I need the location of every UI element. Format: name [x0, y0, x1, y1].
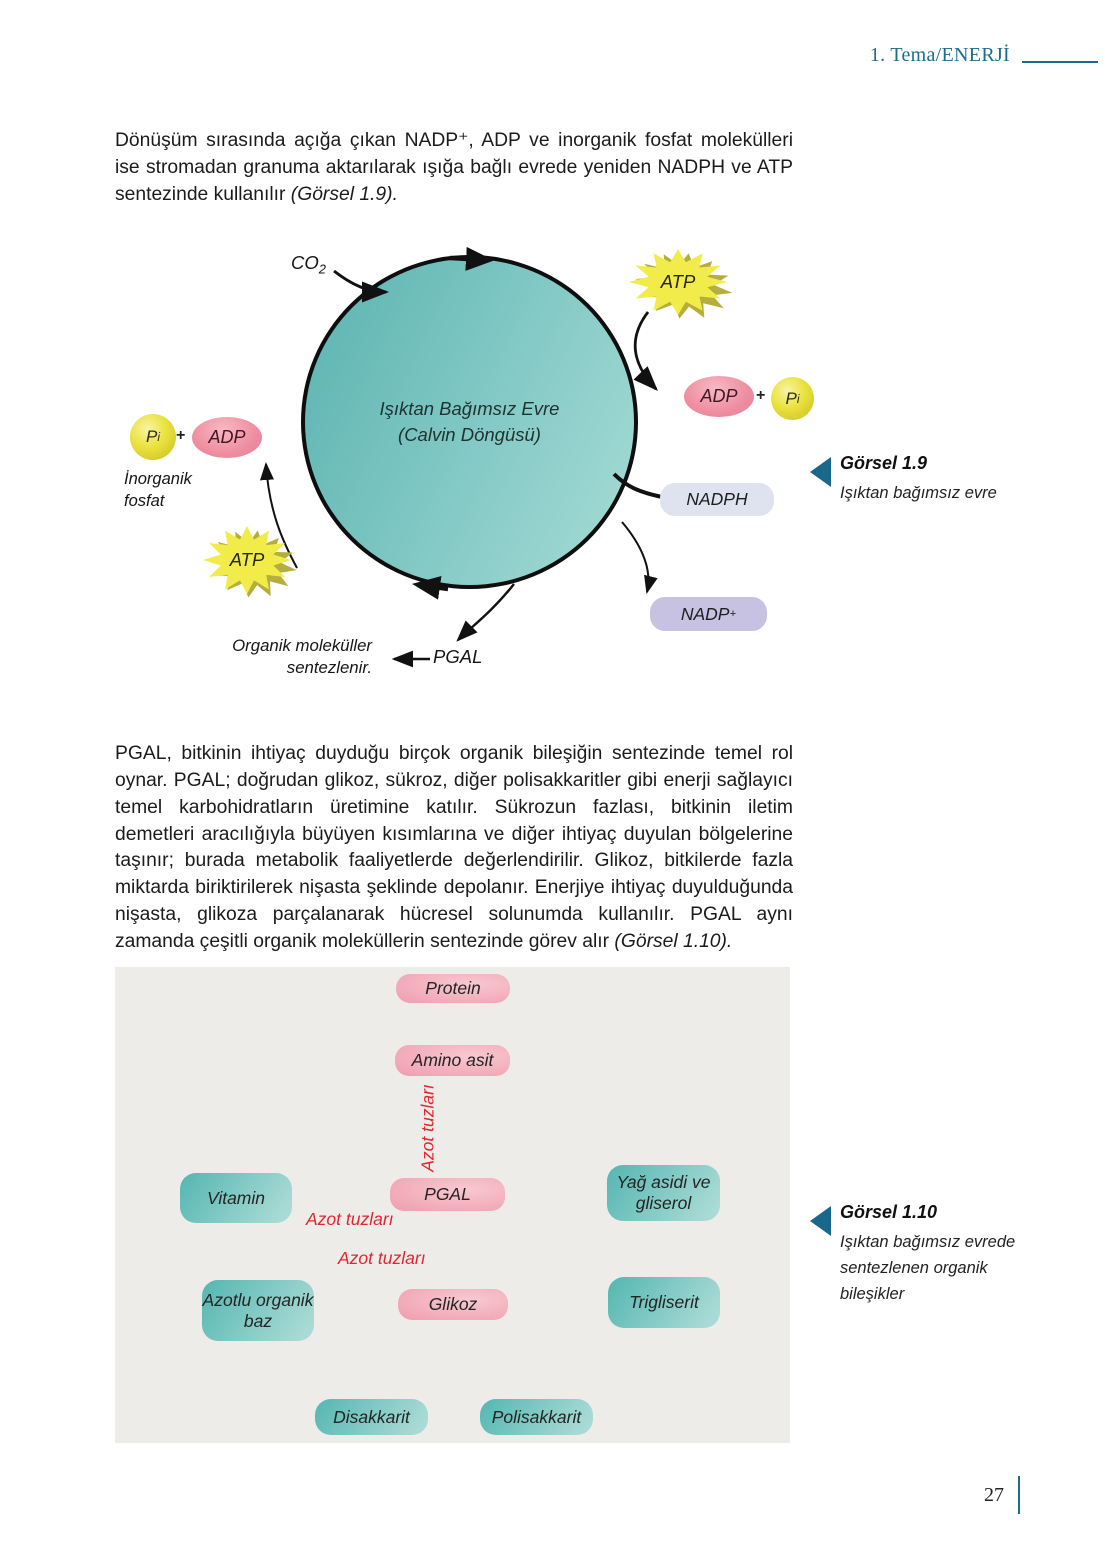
atp-starburst-bottom-left [203, 526, 291, 594]
box-azotlu-organik-baz: Azotlu organik baz [202, 1280, 314, 1341]
box-polisakkarit: Polisakkarit [480, 1399, 593, 1435]
box-disakkarit: Disakkarit [315, 1399, 428, 1435]
atp-label: ATP [229, 549, 265, 570]
paragraph-1-text: Dönüşüm sırasında açığa çıkan NADP⁺, ADP ve inorganik fosfat molekülleri ise stromadan granuma aktarılarak ışığa bağlı evrede yeniden NADPH ve ATP sentezinde kullanılır [115, 130, 793, 205]
figure-ref-2: (Görsel 1.10). [614, 930, 733, 952]
caption-arrow-icon [810, 1206, 831, 1236]
header-rule [1022, 61, 1098, 63]
inorganic-phosphate-caption [124, 468, 192, 512]
box-amino-asit: Amino asit [395, 1045, 510, 1076]
co2-base: CO [291, 252, 319, 273]
footer-rule [1018, 1476, 1020, 1514]
figure-1-9-caption-title: Görsel 1.9 [840, 453, 928, 473]
paragraph-1 [115, 128, 793, 208]
box-yag-asidi-gliserol: Yağ asidi ve gliserol [607, 1165, 720, 1221]
azot-tuzlari-label-vertical: Azot tuzları [417, 1084, 438, 1172]
inorganic-line1: İnorganik [124, 470, 192, 488]
nadp-base: NADP [680, 603, 730, 624]
plus-sign-left: + [176, 427, 186, 444]
atp-starburst-top-right [629, 249, 727, 315]
arrow-cycle-to-pgal [458, 584, 514, 640]
box-vitamin: Vitamin [180, 1173, 292, 1223]
paragraph-2-text: PGAL, bitkinin ihtiyaç duyduğu birçok organik bileşiğin sentezinde temel rol oynar. PGAL; doğrudan glikoz, sükroz, diğer polisakkaritler gibi enerji sağlayıcı temel karbohidratların üretimine katılır. Sükrozun fazlası, bitkinin iletim demetleri aracılığıyla büyüyen kısımlarına ve diğer ihtiyaç duyulan bölgelerine taşınır; burada metabolik faaliyetlerde değerlendirilir. Glikoz, bitkilerde fazla miktarda biriktirilerek nişasta şeklinde depolanır. Enerjiye ihtiyaç duyulduğunda nişasta, glikoza parçalanarak hücresel solunumda kullanılır. PGAL aynı zamanda çeşitli organik moleküllerin sentezinde görev alır [115, 743, 793, 952]
cycle-subtitle: (Calvin Döngüsü) [398, 424, 541, 445]
box-trigliserit: Trigliserit [608, 1277, 720, 1328]
plus-sign-right: + [756, 387, 766, 404]
box-protein: Protein [396, 974, 510, 1003]
pgal-label: PGAL [433, 646, 483, 667]
arrow-cycle-to-nadp [622, 522, 648, 592]
pi-subscript: i [796, 391, 800, 406]
pi-base: P [146, 427, 158, 446]
azot-tuzlari-label-lower: Azot tuzları [338, 1248, 426, 1268]
inorganic-line2: fosfat [124, 492, 165, 510]
calvin-cycle-circle [301, 255, 638, 589]
paragraph-2 [115, 741, 793, 955]
box-pgal: PGAL [390, 1178, 505, 1211]
azot-tuzlari-label-left: Azot tuzları [306, 1209, 394, 1229]
pi-subscript: i [157, 430, 160, 444]
page-header-title: 1. Tema/ENERJİ [869, 44, 1010, 66]
nadph-pill: NADPH [660, 483, 774, 516]
box-glikoz: Glikoz [398, 1289, 508, 1320]
figure-1-10-caption-title: Görsel 1.10 [840, 1202, 938, 1222]
figure-1-10-caption-desc: Işıktan bağımsız evrede sentezlenen organik bileşikler [840, 1233, 1016, 1303]
organic-molecules-note: Organik moleküller sentezlenir. [232, 636, 372, 677]
nadp-superscript: + [729, 608, 737, 620]
adp-ellipse-left: ADP [192, 417, 262, 458]
atp-label: ATP [660, 271, 696, 292]
arrow-atp-to-adp-right [635, 312, 656, 389]
adp-ellipse-right: ADP [684, 376, 754, 417]
cycle-title: Işıktan Bağımsız Evre [379, 398, 560, 419]
co2-label [291, 252, 326, 277]
co2-subscript: 2 [318, 261, 326, 277]
page-number: 27 [984, 1484, 1004, 1506]
figure-1-9-caption-desc: Işıktan bağımsız evre [840, 484, 997, 502]
inorganic-phosphate-sphere-left [130, 414, 176, 460]
nadp-plus-pill [650, 597, 767, 631]
pi-base: P [785, 388, 797, 408]
figure-ref-1: (Görsel 1.9). [290, 183, 398, 205]
caption-arrow-icon [810, 457, 831, 487]
inorganic-phosphate-sphere-right [771, 377, 814, 420]
